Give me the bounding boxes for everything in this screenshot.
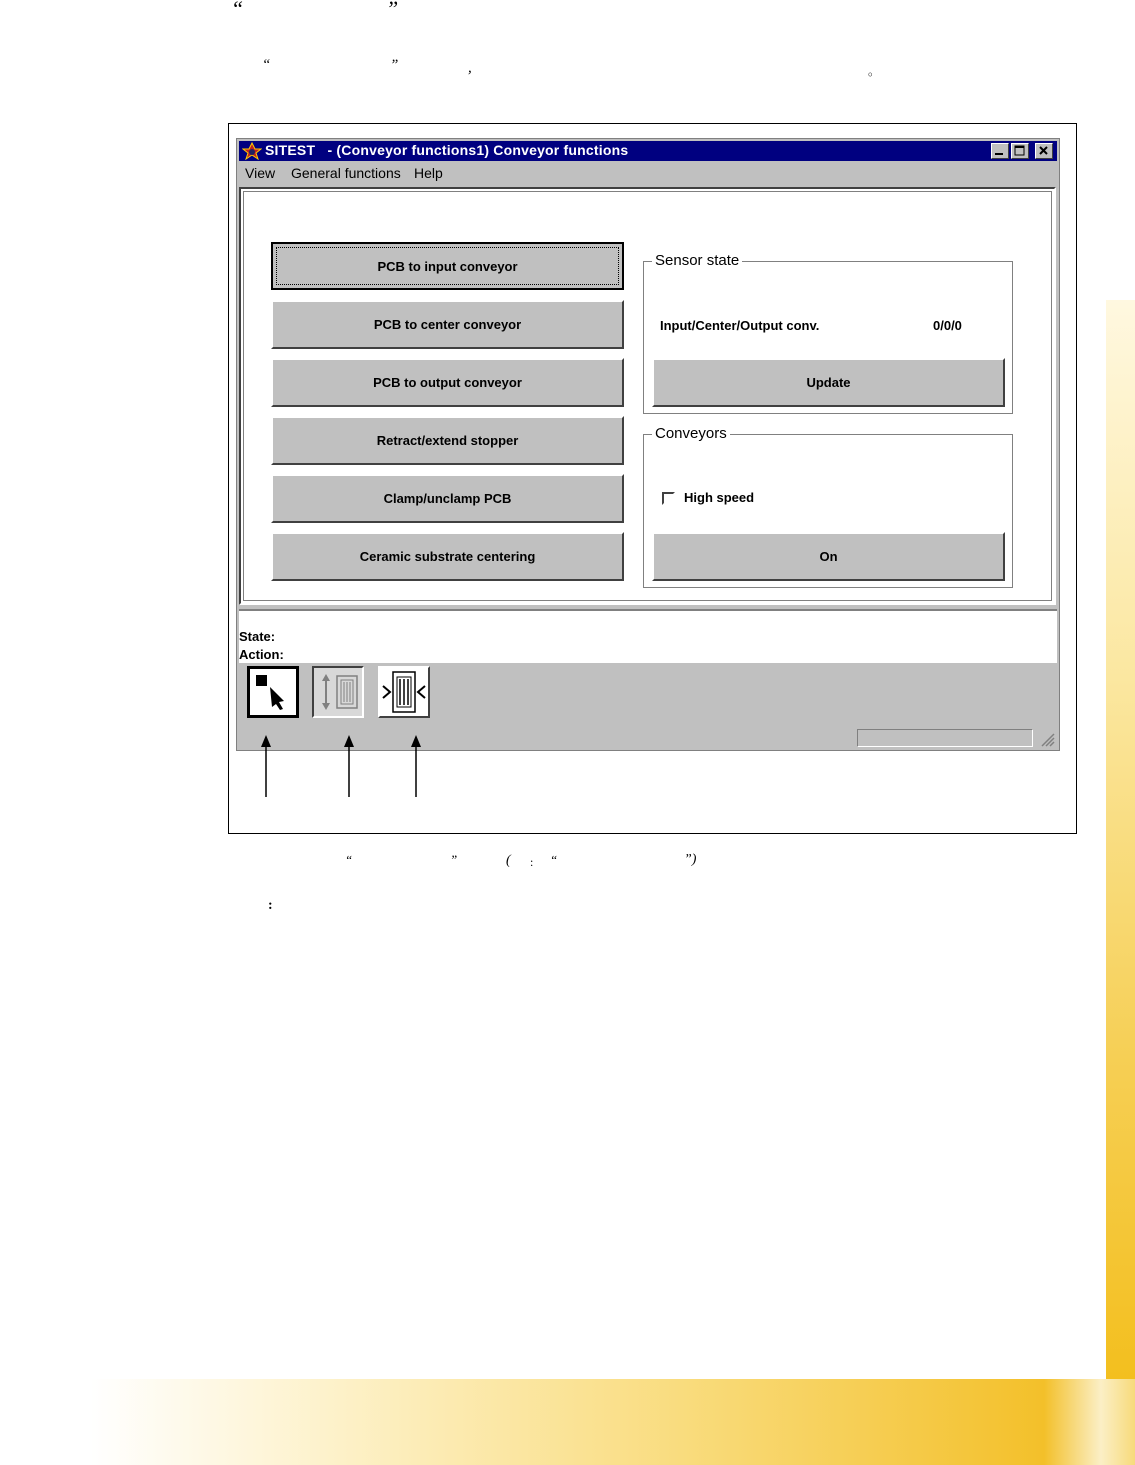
retract-extend-stopper-button[interactable]: Retract/extend stopper <box>271 416 624 465</box>
client-area <box>239 187 1056 605</box>
conveyor-vertical-icon <box>314 668 362 716</box>
caption-quote-close-2: ”) <box>684 852 697 867</box>
sensor-state-value: 0/0/0 <box>933 318 962 333</box>
caption-colon: : <box>530 855 534 869</box>
state-label: State: <box>239 629 276 644</box>
menu-bar <box>239 162 1057 184</box>
minimize-icon <box>992 144 1008 158</box>
conveyor-vertical-button[interactable] <box>312 666 364 718</box>
minimize-button[interactable] <box>991 143 1009 159</box>
app-window <box>236 138 1060 751</box>
select-pointer-button[interactable] <box>247 666 299 718</box>
high-speed-label: High speed <box>684 490 755 505</box>
status-panel <box>239 609 1057 663</box>
conveyor-centering-icon <box>380 668 428 716</box>
doc-quote-close-2: ” <box>390 57 399 73</box>
resize-grip-icon[interactable] <box>1039 731 1055 747</box>
maximize-button[interactable] <box>1011 143 1029 159</box>
conveyor-on-button[interactable]: On <box>652 532 1005 581</box>
high-speed-checkbox[interactable] <box>662 492 675 505</box>
pcb-to-output-conveyor-button[interactable]: PCB to output conveyor <box>271 358 624 407</box>
clamp-unclamp-pcb-button[interactable]: Clamp/unclamp PCB <box>271 474 624 523</box>
caption-quote-open-2: “ <box>550 852 558 867</box>
window-title: SITEST - (Conveyor functions1) Conveyor functions <box>265 142 629 158</box>
sensor-state-title: Sensor state <box>652 252 742 269</box>
close-icon <box>1036 144 1052 158</box>
menu-general-functions[interactable]: General functions <box>291 165 401 181</box>
doc-quote-open-1: “ <box>231 0 244 21</box>
sensor-state-group <box>643 252 1013 414</box>
menu-help[interactable]: Help <box>414 165 443 181</box>
decorative-right-band <box>1106 300 1135 1380</box>
callout-arrow-3 <box>406 733 426 799</box>
menu-view[interactable]: View <box>245 165 276 181</box>
action-label: Action: <box>239 647 284 662</box>
doc-period: 。 <box>868 64 881 78</box>
select-pointer-icon <box>250 669 296 715</box>
doc-quote-close-1: ” <box>386 0 399 21</box>
callout-arrow-2 <box>339 733 359 799</box>
caption-quote-open: “ <box>345 852 353 867</box>
close-button[interactable] <box>1035 143 1053 159</box>
status-bar <box>239 729 1057 749</box>
pcb-to-input-conveyor-button[interactable]: PCB to input conveyor <box>271 242 624 290</box>
callout-arrow-1 <box>256 733 276 799</box>
doc-colon: : <box>268 898 273 913</box>
title-bar[interactable] <box>239 141 1057 161</box>
app-logo-icon <box>242 142 262 160</box>
status-field <box>857 729 1033 747</box>
caption-paren-open: ( <box>506 853 511 868</box>
conveyor-centering-button[interactable] <box>378 666 430 718</box>
decorative-bottom-band <box>0 1379 1135 1465</box>
maximize-icon <box>1012 144 1028 158</box>
sensor-state-label: Input/Center/Output conv. <box>660 318 820 333</box>
doc-comma: , <box>468 60 472 76</box>
caption-quote-close: ” <box>450 852 458 867</box>
ceramic-substrate-centering-button[interactable]: Ceramic substrate centering <box>271 532 624 581</box>
update-button[interactable]: Update <box>652 358 1005 407</box>
conveyors-group <box>643 425 1013 588</box>
conveyors-title: Conveyors <box>652 425 730 442</box>
pcb-to-center-conveyor-button[interactable]: PCB to center conveyor <box>271 300 624 349</box>
doc-quote-open-2: “ <box>262 57 271 73</box>
